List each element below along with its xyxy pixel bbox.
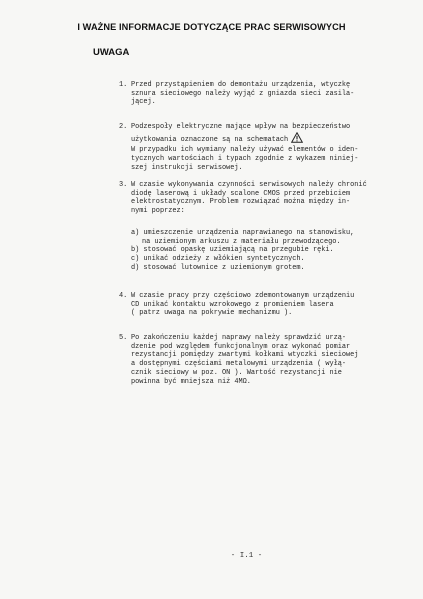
item-text-line: elektrostatycznym. Problem rozwiązać można między in-: [131, 198, 351, 207]
item-text-line: W czasie pracy przy częściowo zdemontowanym urządzeniu: [131, 292, 355, 300]
item-text-line: powinna być mniejsza niż 4MΩ.: [131, 377, 251, 386]
list-item: [119, 334, 389, 386]
item-text-line: nymi poprzez:: [131, 207, 185, 216]
item-number: 2.: [119, 123, 128, 131]
item-text-line: sznura sieciowego należy wyjąć z gniazda sieci zasila-: [131, 89, 355, 98]
item-text-line: W przypadku ich wymiany należy używać elementów o iden-: [131, 146, 359, 155]
list-item: [119, 181, 389, 272]
item-text-line: użytkowania oznaczone są na schematach: [131, 132, 389, 147]
item-text-line: a dostępnymi częściami metalowymi urządzenia ( wyłą-: [131, 360, 347, 369]
item-number: 3.: [119, 181, 128, 189]
item-number: 5.: [119, 334, 128, 342]
item-text-line: Po zakończeniu każdej naprawy należy sprawdzić urzą-: [131, 334, 347, 342]
item-text-line: CD unikać kontaktu wzrokowego z promieniem lasera: [131, 300, 334, 309]
sub-list: [131, 229, 389, 273]
list-item: [119, 81, 389, 107]
warning-triangle-icon: [291, 132, 303, 147]
item-text-line: jącej.: [131, 98, 156, 107]
item-text-line: diodę laserową i układy scalone CMOS przed przebiciem: [131, 189, 351, 198]
sub-list-item: d) stosować lutownice z uziemionym grotem.: [131, 263, 305, 272]
item-number: 1.: [119, 81, 128, 89]
page-number: - I.1 -: [230, 552, 263, 560]
item-text-line: cznik sieciowy w poz. ON ). Wartość rezystancji nie: [131, 368, 342, 377]
item-text-line: Podzespoły elektryczne mające wpływ na bezpieczeństwo: [131, 123, 351, 131]
item-text-line: ( patrz uwaga na pokrywie mechanizmu ).: [131, 309, 293, 318]
page-heading: I WAŻNE INFORMACJE DOTYCZĄCE PRAC SERWISOWYCH: [77, 22, 346, 32]
item-text-line: Przed przystąpieniem do demontażu urządzenia, wtyczkę: [131, 81, 351, 89]
item-text-line: tycznych wartościach i typach zgodnie z wykazem niniej-: [131, 155, 359, 164]
sub-list-item: c) unikać odzieży z włókien syntetycznych.: [131, 254, 305, 263]
list-item: [119, 123, 389, 173]
item-text-line: W czasie wykonywania czynności serwisowych należy chronić: [131, 181, 367, 189]
sub-list-item: b) stosować opaskę uziemiającą na przegubie ręki.: [131, 246, 334, 255]
item-text-line: rezystancji pomiędzy zwartymi kołkami wtyczki sieciowej: [131, 351, 359, 360]
sub-list-item: na uziemionym arkuszu z materiału przewodzącego.: [142, 237, 341, 246]
item-number: 4.: [119, 292, 128, 300]
warning-label: UWAGA: [93, 47, 130, 58]
item-text-line: szej instrukcji serwisowej.: [131, 163, 243, 172]
sub-list-item: a) umieszczenie urządzenia naprawianego na stanowisku,: [131, 228, 355, 237]
list-item: [119, 292, 389, 318]
item-text-line: dzenie pod względem funkcjonalnym oraz wykonać pomiar: [131, 342, 351, 351]
